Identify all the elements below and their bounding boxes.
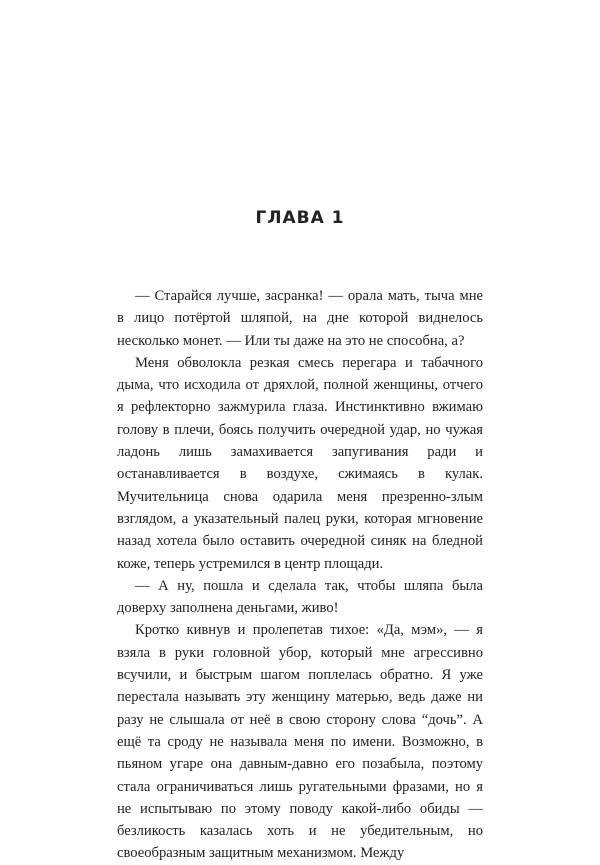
paragraph: Меня обволокла резкая смесь перегара и табачного дыма, что исходила от дряхлой, полной женщины, отчего я рефлекторно зажмурила глаза. Инстинктивно вжимаю голову в плечи, боясь получить очередной удар, но чужая ладонь лишь замахивается запугивания ради и останавливается в воздухе, сжимаясь в кулак. Мучительница снова одарила меня презренно-злым взглядом, а указательный палец руки, которая мгновение назад хотела было оставить очередной синяк на бледной коже, теперь устремился в центр площади. bbox=[117, 354, 483, 572]
paragraph: — А ну, пошла и сделала так, чтобы шляпа была доверху заполнена деньгами, живо! bbox=[117, 577, 483, 617]
chapter-body bbox=[117, 285, 483, 865]
chapter-title: ГЛАВА 1 bbox=[255, 208, 345, 228]
paragraph: Кротко кивнув и пролепетав тихое: «Да, мэм», — я взяла в руки головной убор, который мне агрессивно всучили, и быстрым шагом поплелась обратно. Я уже перестала называть эту женщину матерью, ведь даже ни разу не слышала от неё в свою сторону слова “дочь”. А ещё та сроду не называла меня по имени. Возможно, в пьяном угаре она давным-давно его позабыла, поэтому стала ограничиваться лишь ругательными фразами, но я не испытываю по этому поводу какой-либо обиды — безликость казалась хоть и не убедительным, но своеобразным защитным механизмом. Между bbox=[117, 622, 483, 862]
paragraph: — Старайся лучше, засранка! — орала мать, тыча мне в лицо потёртой шляпой, на дне которой виднелось несколько монет. — Или ты даже на это не способна, а? bbox=[117, 288, 483, 349]
